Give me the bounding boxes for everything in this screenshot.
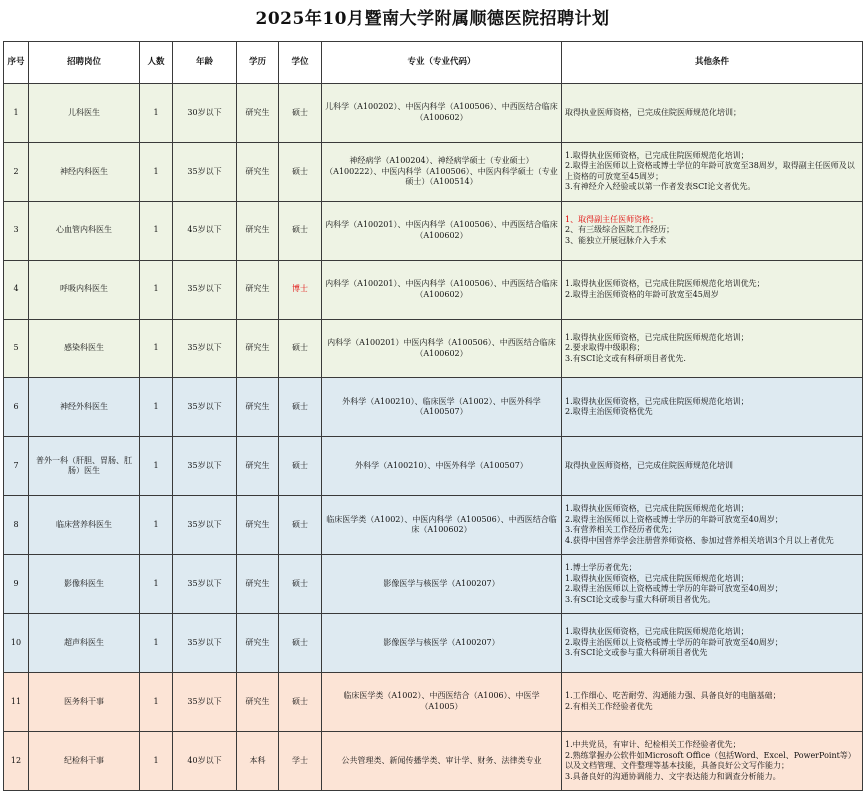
cell-education: 研究生 <box>237 142 279 201</box>
cell-conditions <box>562 201 863 260</box>
cell-education: 研究生 <box>237 260 279 319</box>
cell-education: 研究生 <box>237 555 279 614</box>
cell-count: 1 <box>140 555 173 614</box>
condition-line: 1.取得执业医师资格，已完成住院医师规范化培训； <box>565 573 749 583</box>
cell-degree: 硕士 <box>279 378 322 437</box>
cell-count: 1 <box>140 672 173 731</box>
table-row <box>4 555 863 614</box>
cell-no: 8 <box>4 496 29 555</box>
header-count: 人数 <box>140 42 173 84</box>
cell-no: 1 <box>4 84 29 143</box>
cell-no: 10 <box>4 614 29 673</box>
condition-line: 2.取得主治医师以上资格或博士学历的年龄可放宽至40周岁； <box>565 637 783 647</box>
condition-line: 2.要求取得中级职称； <box>565 343 645 353</box>
cell-major: 内科学（A100201）、中医内科学（A100506）、中西医结合临床（A100602） <box>322 260 562 319</box>
cell-count: 1 <box>140 319 173 378</box>
cell-no: 11 <box>4 672 29 731</box>
cell-conditions <box>562 142 863 201</box>
condition-line: 1.取得执业医师资格，已完成住院医师规范化培训； <box>565 504 749 514</box>
cell-degree: 硕士 <box>279 437 322 496</box>
cell-count: 1 <box>140 378 173 437</box>
cell-education: 研究生 <box>237 201 279 260</box>
header-position: 招聘岗位 <box>29 42 140 84</box>
cell-education: 研究生 <box>237 378 279 437</box>
cell-education: 研究生 <box>237 614 279 673</box>
cell-no: 5 <box>4 319 29 378</box>
cell-major: 公共管理类、新闻传播学类、审计学、财务、法律类专业 <box>322 731 562 791</box>
condition-line: 1.取得执业医师资格，已完成住院医师规范化培训； <box>565 396 749 406</box>
cell-no: 6 <box>4 378 29 437</box>
cell-no: 12 <box>4 731 29 791</box>
table-row <box>4 201 863 260</box>
cell-education: 研究生 <box>237 437 279 496</box>
condition-line: 3.有SCI论文或参与重大科研项目者优先。 <box>565 594 716 604</box>
condition-line: 3.有SCI论文或有科研项目者优先. <box>565 353 686 363</box>
cell-conditions <box>562 84 863 143</box>
condition-line: 2、有三级综合医院工作经历； <box>565 225 675 235</box>
cell-major: 内科学（A100201）中医内科学（A100506）、中西医结合临床（A100602） <box>322 319 562 378</box>
condition-line: 2.取得主治医师以上资格或博士学历的年龄可放宽至40周岁； <box>565 584 783 594</box>
cell-conditions <box>562 437 863 496</box>
condition-line: 1.中共党员，有审计、纪检相关工作经验者优先； <box>565 740 741 750</box>
cell-age: 35岁以下 <box>173 672 237 731</box>
cell-no: 7 <box>4 437 29 496</box>
cell-major: 临床医学类（A1002）、中西医结合（A1006）、中医学（A1005） <box>322 672 562 731</box>
condition-line: 2.取得主治医师以上资格或博士学位的年龄可放宽至38周岁，取得副主任医师及以上资格的可放宽至45周岁； <box>565 161 855 181</box>
cell-no: 2 <box>4 142 29 201</box>
condition-line: 2.有相关工作经验者优先 <box>565 701 653 711</box>
condition-line: 取得执业医师资格，已完成住院医师规范化培训 <box>565 461 733 471</box>
header-age: 年龄 <box>173 42 237 84</box>
table-row <box>4 437 863 496</box>
cell-no: 9 <box>4 555 29 614</box>
cell-major: 影像医学与核医学（A100207） <box>322 614 562 673</box>
header-no: 序号 <box>4 42 29 84</box>
condition-line: 3.有神经介入经验或以第一作者发表SCI论文者优先。 <box>565 182 756 192</box>
cell-conditions <box>562 614 863 673</box>
cell-degree: 硕士 <box>279 672 322 731</box>
cell-position: 纪检科干事 <box>29 731 140 791</box>
cell-age: 35岁以下 <box>173 614 237 673</box>
header-degree: 学位 <box>279 42 322 84</box>
cell-count: 1 <box>140 496 173 555</box>
table-row <box>4 84 863 143</box>
cell-position: 呼吸内科医生 <box>29 260 140 319</box>
cell-conditions <box>562 555 863 614</box>
cell-position: 感染科医生 <box>29 319 140 378</box>
cell-position: 影像科医生 <box>29 555 140 614</box>
cell-major: 儿科学（A100202）、中医内科学（A100506）、中西医结合临床（A100602） <box>322 84 562 143</box>
condition-line: 3、能独立开展冠脉介入手术 <box>565 235 667 245</box>
table-row <box>4 731 863 791</box>
condition-line: 取得执业医师资格，已完成住院医师规范化培训； <box>565 107 741 117</box>
cell-no: 3 <box>4 201 29 260</box>
table-body <box>4 84 863 791</box>
condition-line: 1.博士学历者优先； <box>565 563 637 573</box>
cell-degree: 硕士 <box>279 142 322 201</box>
cell-education: 本科 <box>237 731 279 791</box>
condition-line: 1.工作细心、吃苦耐劳、沟通能力强、具备良好的电脑基础； <box>565 691 781 701</box>
table-row <box>4 142 863 201</box>
cell-major: 影像医学与核医学（A100207） <box>322 555 562 614</box>
table-row <box>4 672 863 731</box>
cell-major: 神经病学（A100204）、神经病学硕士（专业硕士）（A100222）、中医内科学（A100506）、中医内科学硕士（专业硕士）（A100514） <box>322 142 562 201</box>
condition-line: 1、取得副主任医师资格； <box>565 214 659 224</box>
condition-line: 2.取得主治医师资格优先 <box>565 407 653 417</box>
header-conditions: 其他条件 <box>562 42 863 84</box>
cell-major: 临床医学类（A1002）、中医内科学（A100506）、中西医结合临床（A100602） <box>322 496 562 555</box>
cell-education: 研究生 <box>237 319 279 378</box>
cell-count: 1 <box>140 437 173 496</box>
cell-conditions <box>562 378 863 437</box>
cell-position: 心血管内科医生 <box>29 201 140 260</box>
table-row <box>4 496 863 555</box>
cell-age: 35岁以下 <box>173 555 237 614</box>
cell-position: 临床营养科医生 <box>29 496 140 555</box>
condition-line: 2.取得主治医师以上资格或博士学历的年龄可放宽至40周岁； <box>565 514 783 524</box>
cell-age: 35岁以下 <box>173 319 237 378</box>
header-major: 专业（专业代码） <box>322 42 562 84</box>
cell-conditions <box>562 731 863 791</box>
table-row <box>4 319 863 378</box>
table-row <box>4 378 863 437</box>
condition-line: 1.取得执业医师资格，已完成住院医师规范化培训； <box>565 627 749 637</box>
cell-education: 研究生 <box>237 84 279 143</box>
cell-position: 儿科医生 <box>29 84 140 143</box>
cell-count: 1 <box>140 142 173 201</box>
cell-count: 1 <box>140 614 173 673</box>
cell-conditions <box>562 260 863 319</box>
cell-count: 1 <box>140 260 173 319</box>
condition-line: 3.有SCI论文或参与重大科研项目者优先 <box>565 648 708 658</box>
cell-no: 4 <box>4 260 29 319</box>
cell-education: 研究生 <box>237 496 279 555</box>
cell-degree: 学士 <box>279 731 322 791</box>
cell-position: 神经内科医生 <box>29 142 140 201</box>
cell-education: 研究生 <box>237 672 279 731</box>
cell-position: 医务科干事 <box>29 672 140 731</box>
cell-age: 35岁以下 <box>173 378 237 437</box>
cell-age: 35岁以下 <box>173 142 237 201</box>
cell-degree: 硕士 <box>279 319 322 378</box>
condition-line: 2.熟练掌握办公软件如Microsoft Office（包括Word、Excel、PowerPoint等）以及文档管理、文件整理等基本技能，具备良好公文写作能力； <box>565 750 856 771</box>
cell-conditions <box>562 319 863 378</box>
cell-age: 40岁以下 <box>173 731 237 791</box>
cell-age: 35岁以下 <box>173 496 237 555</box>
condition-line: 4.获得中国营养学会注册营养师资格、参加过营养相关培训3个月以上者优先 <box>565 535 834 545</box>
condition-line: 3.具备良好的沟通协调能力、文字表达能力和调查分析能力。 <box>565 771 781 781</box>
cell-degree: 硕士 <box>279 555 322 614</box>
cell-degree: 硕士 <box>279 84 322 143</box>
recruitment-table <box>3 41 863 791</box>
cell-degree: 硕士 <box>279 614 322 673</box>
condition-line: 1.取得执业医师资格，已完成住院医师规范化培训； <box>565 332 749 342</box>
cell-conditions <box>562 672 863 731</box>
cell-count: 1 <box>140 84 173 143</box>
cell-age: 35岁以下 <box>173 437 237 496</box>
cell-position: 普外一科（肝胆、胃肠、肛肠）医生 <box>29 437 140 496</box>
cell-major: 外科学（A100210）、临床医学（A1002）、中医外科学（A100507） <box>322 378 562 437</box>
cell-degree: 硕士 <box>279 496 322 555</box>
cell-major: 外科学（A100210）、中医外科学（A100507） <box>322 437 562 496</box>
condition-line: 1.取得执业医师资格，已完成住院医师规范化培训； <box>565 150 749 160</box>
cell-major: 内科学（A100201）、中医内科学（A100506）、中西医结合临床（A100602） <box>322 201 562 260</box>
table-row <box>4 614 863 673</box>
cell-age: 30岁以下 <box>173 84 237 143</box>
table-header-row <box>4 42 863 84</box>
header-education: 学历 <box>237 42 279 84</box>
cell-degree: 博士 <box>279 260 322 319</box>
condition-line: 3.有营养相关工作经历者优先； <box>565 525 677 535</box>
cell-position: 超声科医生 <box>29 614 140 673</box>
cell-degree: 硕士 <box>279 201 322 260</box>
condition-line: 2.取得主治医师资格的年龄可放宽至45周岁 <box>565 289 719 299</box>
condition-line: 1.取得执业医师资格，已完成住院医师规范化培训优先； <box>565 279 765 289</box>
page-title: 2025年10月暨南大学附属顺德医院招聘计划 <box>255 9 610 29</box>
cell-count: 1 <box>140 731 173 791</box>
cell-count: 1 <box>140 201 173 260</box>
table-row <box>4 260 863 319</box>
cell-age: 35岁以下 <box>173 260 237 319</box>
cell-age: 45岁以下 <box>173 201 237 260</box>
cell-position: 神经外科医生 <box>29 378 140 437</box>
cell-conditions <box>562 496 863 555</box>
